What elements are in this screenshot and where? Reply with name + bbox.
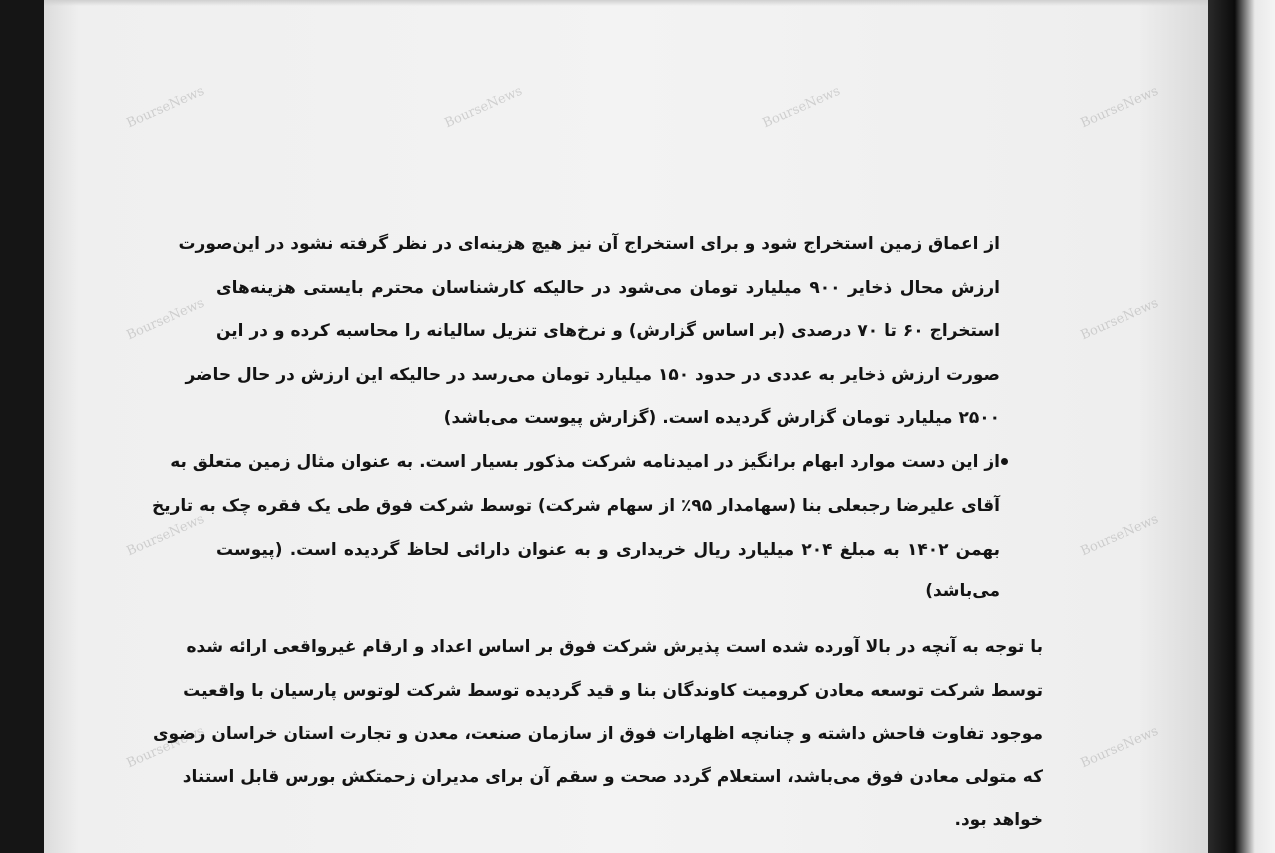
text-line: از این دست موارد ابهام برانگیز در امیدنامه شرکت مذکور بسیار است. به عنوان مثال زمین متعلق به <box>170 452 1000 472</box>
watermark: BourseNews <box>1078 83 1161 132</box>
watermark: BourseNews <box>1078 295 1161 344</box>
watermark: BourseNews <box>124 295 207 344</box>
text-line: صورت ارزش ذخایر به عددی در حدود ۱۵۰ میلیارد تومان می‌رسد در حالیکه این ارزش در حال حاضر <box>185 365 1000 385</box>
text-line: موجود تفاوت فاحش داشته و چنانچه اظهارات فوق از سازمان صنعت، معدن و تجارت استان خراسان رضوی <box>152 724 1043 744</box>
text-line: می‌باشد) <box>925 581 1000 601</box>
text-line: بهمن ۱۴۰۲ به مبلغ ۲۰۴ میلیارد ریال خریداری و به عنوان دارائی لحاظ گردیده است. (پیوست <box>216 540 1000 560</box>
watermark: BourseNews <box>760 83 843 132</box>
scanner-edge <box>1208 0 1275 853</box>
page-top-shadow <box>44 0 1208 6</box>
watermark: BourseNews <box>124 723 207 772</box>
watermark: BourseNews <box>1078 511 1161 560</box>
watermark: BourseNews <box>1078 723 1161 772</box>
text-line: خواهد بود. <box>954 810 1043 830</box>
watermark: BourseNews <box>124 83 207 132</box>
text-line: استخراج ۶۰ تا ۷۰ درصدی (بر اساس گزارش) و نرخ‌های تنزیل سالیانه را محاسبه کرده و در این <box>216 321 1001 341</box>
watermark: BourseNews <box>442 83 525 132</box>
paper-sheet <box>44 0 1208 853</box>
text-line: توسط شرکت توسعه معادن کرومیت کاوندگان بنا و قید گردیده توسط شرکت لوتوس پارسیان با واقعیت <box>183 681 1043 701</box>
bullet-point <box>1001 458 1008 465</box>
watermark: BourseNews <box>124 511 207 560</box>
text-line: ارزش محال ذخایر ۹۰۰ میلیارد تومان می‌شود در حالیکه کارشناسان محترم بایستی هزینه‌های <box>216 278 1001 298</box>
text-line: که متولی معادن فوق می‌باشد، استعلام گردد صحت و سقم آن برای مدیران زحمتکش بورس قابل استناد <box>182 767 1043 787</box>
text-line: ۲۵۰۰ میلیارد تومان گزارش گردیده است. (گزارش پیوست می‌باشد) <box>443 408 1000 428</box>
text-line: از اعماق زمین استخراج شود و برای استخراج آن نیز هیچ هزینه‌ای در نظر گرفته نشود در این‌صورت <box>178 234 1000 254</box>
paragraph-ore-valuation <box>178 229 1001 428</box>
text-line: با توجه به آنچه در بالا آورده شده است پذیرش شرکت فوق بر اساس اعداد و ارقام غیرواقعی ارائه شده <box>186 637 1043 657</box>
text-line: آقای علیرضا رجبعلی بنا (سهامدار ۹۵٪ از سهام شرکت) توسط شرکت فوق طی یک فقره چک به تاریخ <box>151 496 1000 516</box>
